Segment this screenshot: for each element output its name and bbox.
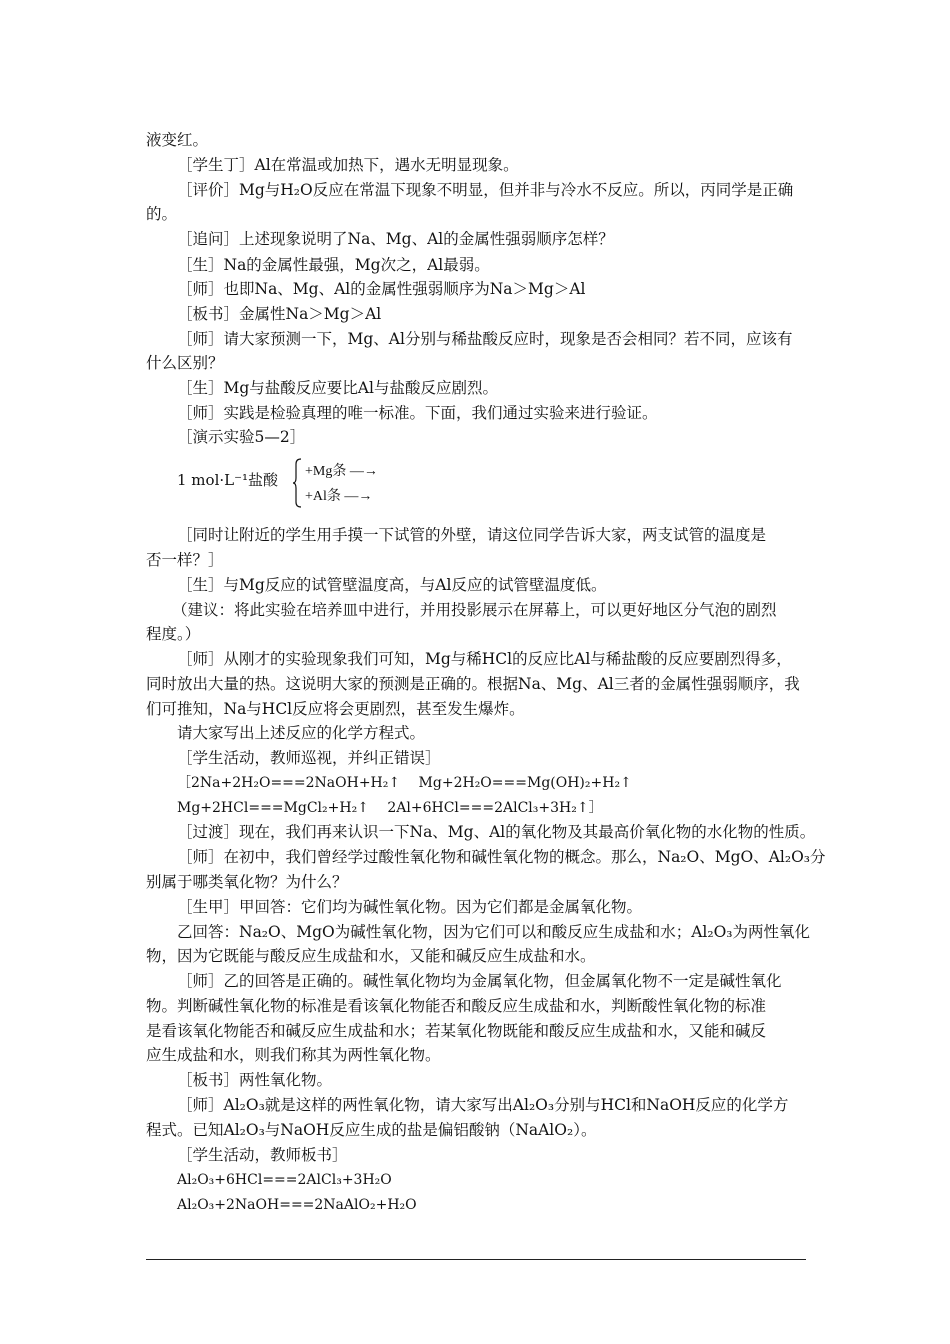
text-line: 的。 (146, 205, 178, 223)
text-line: ［演示实验5—2］ (177, 428, 306, 446)
text-line: ［师］也即Na、Mg、Al的金属性强弱顺序为Na＞Mg＞Al (177, 280, 586, 298)
text-line: 否一样？］ (146, 551, 224, 569)
text-line: ［学生活动，教师巡视，并纠正错误］ (177, 749, 441, 767)
equation-line: Al₂O₃+2NaOH===2NaAlO₂+H₂O (177, 1197, 417, 1213)
text-line: 什么区别？ (146, 354, 224, 372)
text-line: ［师］Al₂O₃就是这样的两性氧化物，请大家写出Al₂O₃分别与HCl和NaOH反应的化学方 (177, 1096, 789, 1114)
text-line: ［生］Mg与盐酸反应要比Al与盐酸反应剧烈。 (177, 379, 498, 397)
footer-divider (146, 1259, 806, 1260)
text-line: ［师］实践是检验真理的唯一标准。下面，我们通过实验来进行验证。 (177, 404, 658, 422)
reaction-scheme (177, 458, 437, 508)
text-line: 们可推知，Na与HCl反应将会更剧烈，甚至发生爆炸。 (146, 700, 525, 718)
text-line: ［学生活动，教师板书］ (177, 1146, 348, 1164)
text-line: （建议：将此实验在培养皿中进行，并用投影展示在屏幕上，可以更好地区分气泡的剧烈 (172, 601, 777, 619)
text-line: ［生甲］甲回答：它们均为碱性氧化物。因为它们都是金属氧化物。 (177, 898, 643, 916)
text-line: 乙回答：Na₂O、MgO为碱性氧化物，因为它们可以和酸反应生成盐和水；Al₂O₃为两性氧化 (177, 923, 811, 941)
acid-concentration: 1 mol·L⁻¹盐酸 (177, 471, 279, 489)
text-line: ［生］与Mg反应的试管壁温度高，与Al反应的试管壁温度低。 (177, 576, 607, 594)
text-line: ［追问］上述现象说明了Na、Mg、Al的金属性强弱顺序怎样？ (177, 230, 614, 248)
mg-branch: +Mg条 —→ (305, 464, 378, 479)
text-line: 应生成盐和水，则我们称其为两性氧化物。 (146, 1046, 441, 1064)
text-line: 请大家写出上述反应的化学方程式。 (177, 724, 426, 742)
curly-brace-icon (292, 458, 302, 508)
equation-line: Al₂O₃+6HCl===2AlCl₃+3H₂O (177, 1172, 392, 1188)
text-line: 物。判断碱性氧化物的标准是看该氧化物能否和酸反应生成盐和水，判断酸性氧化物的标准 (146, 997, 767, 1015)
text-line: 程式。已知Al₂O₃与NaOH反应生成的盐是偏铝酸钠（NaAlO₂）。 (146, 1121, 597, 1139)
text-line: 别属于哪类氧化物？为什么？ (146, 873, 348, 891)
text-line: ［板书］两性氧化物。 (177, 1071, 333, 1089)
text-line: ［评价］Mg与H₂O反应在常温下现象不明显，但并非与冷水不反应。所以，丙同学是正确 (177, 181, 794, 199)
text-line: ［生］Na的金属性最强，Mg次之，Al最弱。 (177, 256, 490, 274)
text-line: ［板书］金属性Na＞Mg＞Al (177, 305, 382, 323)
text-line: ［师］乙的回答是正确的。碱性氧化物均为金属氧化物，但金属氧化物不一定是碱性氧化 (177, 972, 782, 990)
text-line: 物，因为它既能与酸反应生成盐和水，又能和碱反应生成盐和水。 (146, 947, 596, 965)
text-line: ［师］请大家预测一下，Mg、Al分别与稀盐酸反应时，现象是否会相同？若不同，应该有 (177, 330, 793, 348)
text-line: 是看该氧化物能否和碱反应生成盐和水；若某氧化物既能和酸反应生成盐和水，又能和碱反 (146, 1022, 767, 1040)
text-line: 程度。） (146, 625, 201, 643)
text-line: 同时放出大量的热。这说明大家的预测是正确的。根据Na、Mg、Al三者的金属性强弱顺序，我 (146, 675, 800, 693)
text-line: ［师］在初中，我们曾经学过酸性氧化物和碱性氧化物的概念。那么，Na₂O、MgO、Al₂O₃分 (177, 848, 826, 866)
equation-line: Mg+2HCl===MgCl₂+H₂↑ 2Al+6HCl===2AlCl₃+3H₂↑］ (177, 800, 603, 816)
text-line: ［同时让附近的学生用手摸一下试管的外壁，请这位同学告诉大家，两支试管的温度是 (177, 526, 767, 544)
al-branch: +Al条 —→ (305, 489, 373, 504)
equation-line: ［2Na+2H₂O===2NaOH+H₂↑ Mg+2H₂O===Mg(OH)₂+H₂↑ (177, 775, 632, 791)
text-line: ［师］从刚才的实验现象我们可知，Mg与稀HCl的反应比Al与稀盐酸的反应要剧烈得多， (177, 650, 792, 668)
text-line: ［过渡］现在，我们再来认识一下Na、Mg、Al的氧化物及其最高价氧化物的水化物的性质。 (177, 823, 816, 841)
text-line: ［学生丁］Al在常温或加热下，遇水无明显现象。 (177, 156, 519, 174)
text-line: 液变红。 (146, 131, 209, 149)
